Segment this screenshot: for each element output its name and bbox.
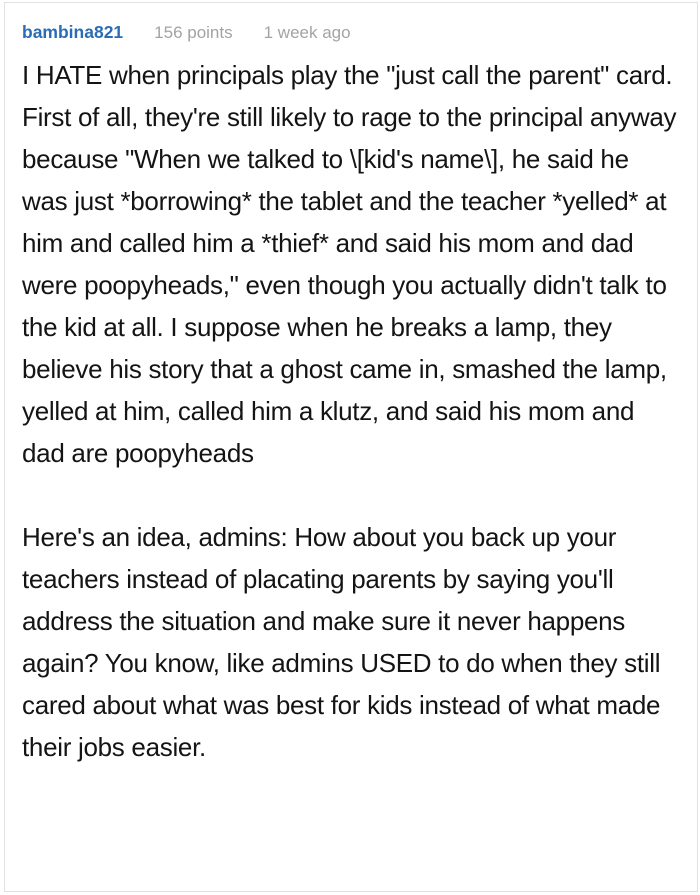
- comment-header: [22, 20, 677, 45]
- comment-paragraph-1: I HATE when principals play the "just call the parent" card. First of all, they're still likely to rage to the principal anyway because "When we talked to \[kid's name\], he said he was just *borrowing* the tablet and the teacher *yelled* at him and called him a *thief* and said his mom and dad were poopyheads," even though you actually didn't talk to the kid at all. I suppose when he breaks a lamp, they believe his story that a ghost came in, smashed the lamp, yelled at him, called him a klutz, and said his mom and dad are poopyheads: [22, 60, 677, 468]
- comment-card: [4, 2, 698, 892]
- comment-points: 156 points: [154, 23, 233, 42]
- comment-body: [22, 54, 677, 768]
- comment-timestamp: 1 week ago: [263, 23, 351, 42]
- username-link[interactable]: bambina821: [22, 22, 124, 42]
- comment-paragraph-2: Here's an idea, admins: How about you back up your teachers instead of placating parents by saying you'll address the situation and make sure it never happens again? You know, like admins USED to do when they still cared about what was best for kids instead of what made their jobs easier.: [22, 522, 661, 762]
